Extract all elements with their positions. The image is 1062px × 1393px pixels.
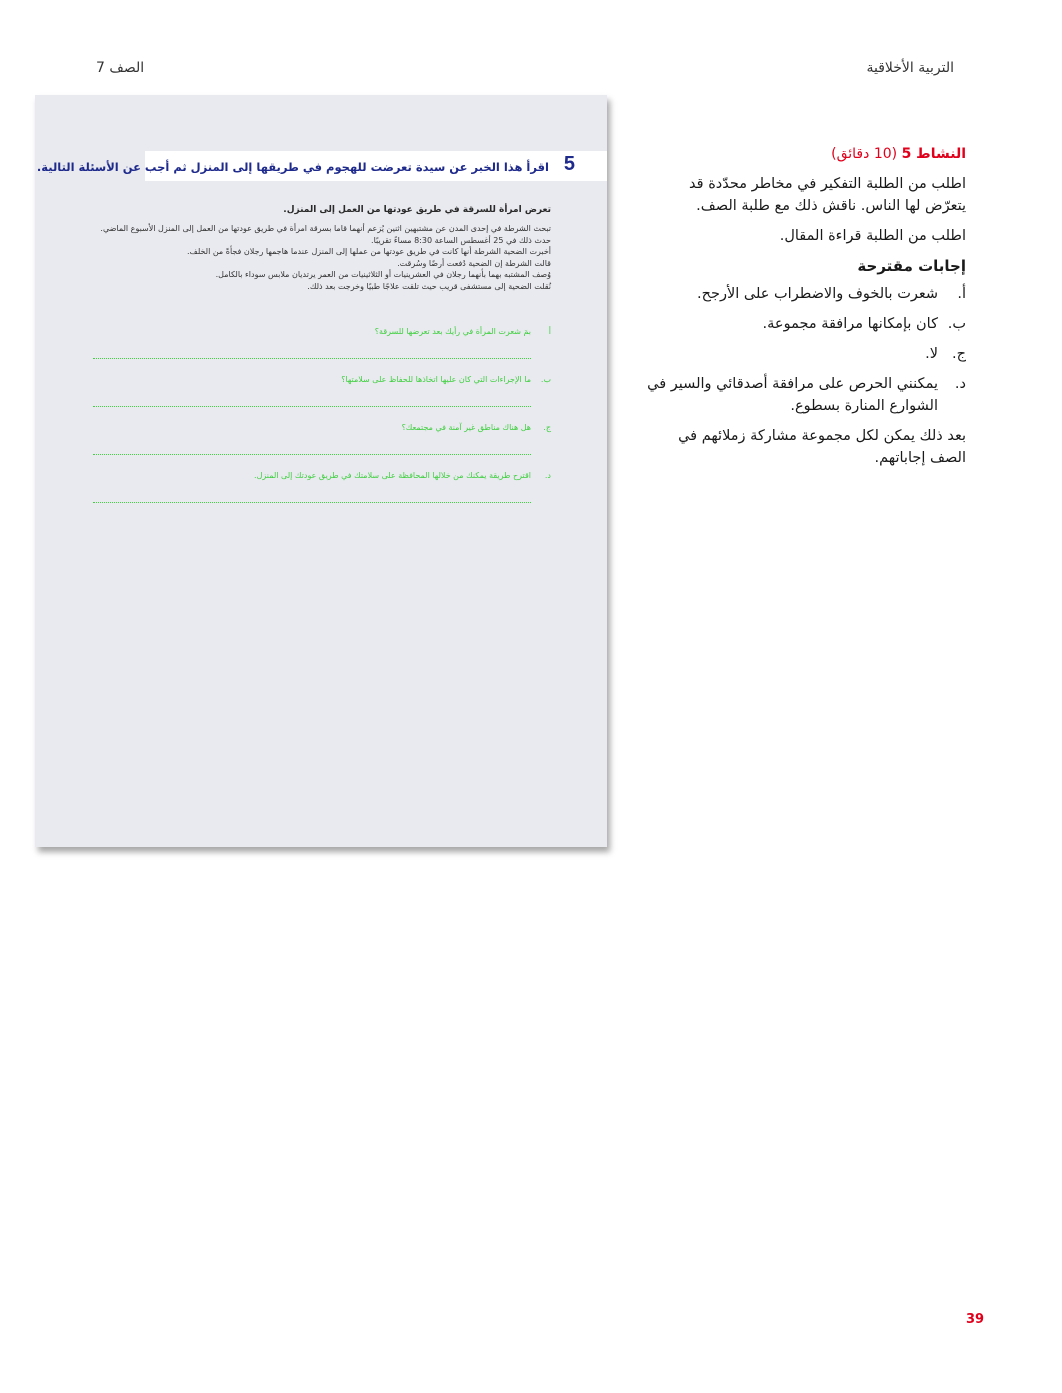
question-number: 5	[563, 153, 575, 175]
answers-heading: إجابات مقترحة	[857, 257, 966, 275]
closing-paragraph: بعد ذلك يمكن لكل مجموعة مشاركة زملائهم في الصف إجاباتهم.	[678, 428, 966, 466]
teacher-notes	[646, 143, 966, 477]
question-title: اقرأ هذا الخبر عن سيدة تعرضت للهجوم في طريقها إلى المنزل ثم أجب عن الأسئلة التالية.	[36, 160, 549, 174]
answer-item	[646, 373, 966, 417]
question-letter: د.	[544, 471, 551, 480]
article-line: حدث ذلك في 25 أغسطس الساعة 8:30 مساءً تقريبًا.	[371, 235, 551, 245]
activity-time: (10 دقائق)	[831, 146, 898, 162]
header-subject: التربية الأخلاقية	[866, 60, 954, 76]
answer-text: كان بإمكانها مرافقة مجموعة.	[762, 316, 938, 332]
article-line: تبحث الشرطة في إحدى المدن عن مشتبهين اثنين يُزعم أنهما قاما بسرقة امرأة في طريق عودتها من العمل إلى المنزل الأسبوع الماضي.	[100, 224, 551, 233]
answer-letter: ب.	[947, 316, 966, 332]
question-letter: أ	[548, 327, 551, 336]
activity-title	[646, 143, 966, 165]
answer-text: يمكنني الحرص على مرافقة أصدقائي والسير في الشوارع المنارة بسطوع.	[647, 376, 938, 414]
answer-line	[93, 454, 531, 455]
article-line: أخبرت الضحية الشرطة أنها كانت في طريق عودتها من عملها إلى المنزل عندما هاجمها رجلان فجأةً من الخلف.	[187, 247, 551, 256]
answer-line	[93, 502, 531, 503]
instruction-paragraph: اطلب من الطلبة التفكير في مخاطر محدّدة قد يتعرّض لها الناس. ناقش ذلك مع طلبة الصف.	[689, 176, 966, 214]
instruction-paragraph: اطلب من الطلبة قراءة المقال.	[779, 228, 966, 244]
answer-line	[93, 358, 531, 359]
article-line: نُقلت الضحية إلى مستشفى قريب حيث تلقت علاجًا طبيًا وخرجت بعد ذلك.	[307, 281, 551, 291]
question-text: ما الإجراءات التي كان عليها اتخاذها للحفاظ على سلامتها؟	[341, 375, 531, 384]
question-text: بمَ شعرت المرأة في رأيك بعد تعرضها للسرقة؟	[374, 327, 531, 336]
answer-item	[646, 313, 966, 335]
answer-line	[93, 406, 531, 407]
question-letter: ب.	[540, 375, 551, 384]
worksheet-preview	[35, 95, 607, 847]
article-line: قالت الشرطة إن الضحية دُفعت أرضًا وسُرقت.	[397, 258, 551, 268]
page-number: 39	[966, 1312, 985, 1327]
answer-letter: ج.	[952, 346, 966, 362]
answer-text: شعرت بالخوف والاضطراب على الأرجح.	[697, 286, 938, 302]
question-letter: ج.	[543, 423, 551, 432]
question-text: هل هناك مناطق غير آمنة في مجتمعك؟	[401, 423, 531, 432]
header-grade: الصف 7	[96, 60, 145, 76]
answer-item	[646, 343, 966, 365]
activity-label: النشاط 5	[901, 146, 966, 162]
answer-text: لا.	[925, 346, 938, 362]
article-body	[91, 223, 551, 292]
question-text: اقترح طريقة يمكنك من خلالها المحافظة على سلامتك في طريق عودتك إلى المنزل.	[254, 471, 531, 480]
article-title: تعرض امرأة للسرقة في طريق عودتها من العمل إلى المنزل.	[283, 205, 551, 215]
article-line: وُصف المشتبه بهما بأنهما رجلان في العشرينيات أو الثلاثينيات من العمر يرتديان ملابس سوداء بالكامل.	[215, 270, 551, 279]
answer-letter: د.	[954, 376, 966, 392]
answer-letter: أ.	[957, 286, 966, 302]
answer-item	[646, 283, 966, 305]
